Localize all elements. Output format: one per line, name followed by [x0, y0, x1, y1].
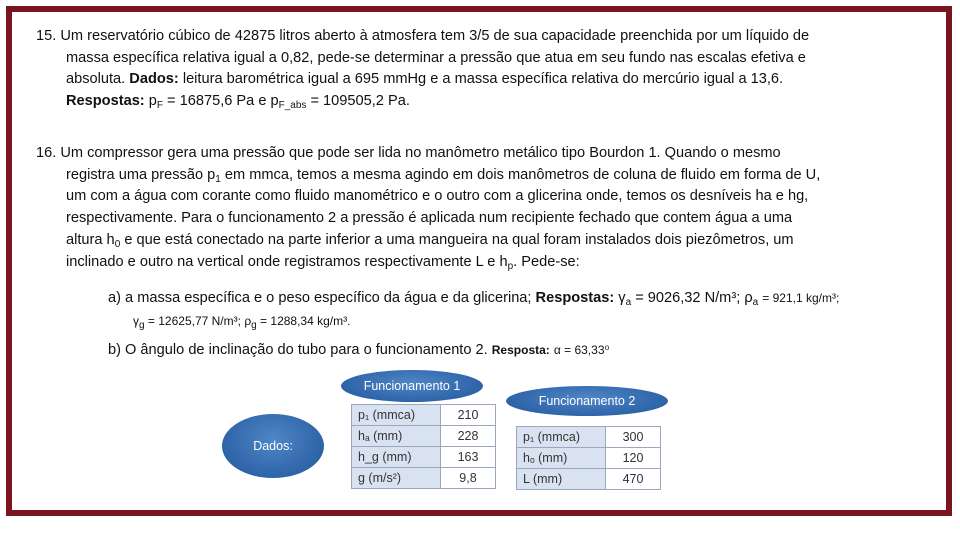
problem-15-line-1: 15. Um reservatório cúbico de 42875 litros aberto à atmosfera tem 3/5 de sua capacidade preenchida por um líquido de [36, 28, 810, 44]
rho-a-value: = 921,1 kg/m³; [762, 291, 840, 305]
subscript: 1 [215, 173, 221, 185]
problem-15 [36, 26, 918, 113]
table-row [352, 468, 496, 489]
funcionamento-1-ellipse [341, 370, 483, 402]
value-cell: 210 [441, 405, 496, 426]
subscript: F_abs [278, 100, 307, 112]
parameter-cell: p₁ (mmca) [517, 427, 606, 448]
rho-symbol: ρ [744, 290, 753, 306]
item-b [108, 342, 609, 358]
text: altura h [66, 231, 115, 248]
problem-16 [36, 143, 918, 273]
dados-label: Dados: [129, 71, 179, 88]
answer-label: Resposta: [491, 343, 550, 357]
rho-g-value: = 1288,34 kg/m³. [260, 314, 351, 328]
problem-16-line-3: um com a água com corante como fluido manométrico e o outro com a glicerina onde, temos os desníveis ha e hg, [66, 188, 809, 205]
table-row [352, 405, 496, 426]
gamma-a-value: = 9026,32 N/m³; [635, 290, 741, 306]
subscript: a [625, 297, 632, 308]
table-row [517, 448, 661, 469]
text: = 109505,2 Pa. [310, 93, 410, 110]
parameter-cell: hₒ (mm) [517, 448, 606, 469]
item-a-text: a) a massa específica e o peso específico da água e da glicerina; [108, 290, 532, 306]
alpha-value: α = 63,33⁰ [553, 343, 610, 357]
parameter-cell: p₁ (mmca) [352, 405, 441, 426]
table-row [517, 469, 661, 490]
text: p [148, 93, 157, 110]
text: leitura barométrica igual a 695 mmHg e a massa específica relativa do mercúrio igual a 13,6. [182, 71, 784, 88]
table-row [352, 447, 496, 468]
value-cell: 163 [441, 447, 496, 468]
subscript: F [156, 100, 163, 112]
funcionamento-1-title: Funcionamento 1 [363, 379, 461, 393]
gamma-symbol: γ [618, 290, 626, 306]
problem-15-answer [36, 91, 918, 113]
item-b-text: b) O ângulo de inclinação do tubo para o funcionamento 2. [108, 342, 488, 358]
value-cell: 9,8 [441, 468, 496, 489]
problem-16-line-1: 16. Um compressor gera uma pressão que pode ser lida no manômetro metálico tipo Bourdon 1. Quando o mesmo [36, 145, 781, 161]
text: = 16875,6 Pa e p [167, 93, 279, 110]
parameter-cell: h_g (mm) [352, 447, 441, 468]
subscript: p [507, 260, 514, 272]
parameter-cell: L (mm) [517, 469, 606, 490]
answer-label: Respostas: [535, 290, 615, 306]
item-a [108, 290, 839, 306]
gamma-g-value: = 12625,77 N/m³; [147, 314, 241, 328]
funcionamento-1-table [351, 404, 496, 489]
gamma-symbol: γ [133, 314, 139, 328]
value-cell: 228 [441, 426, 496, 447]
text: . Pede-se: [513, 253, 580, 270]
subscript: g [251, 320, 257, 331]
problem-15-line-3 [36, 69, 918, 91]
text: inclinado e outro na vertical onde registramos respectivamente L e h [66, 253, 508, 270]
text: absoluta. [66, 71, 126, 88]
value-cell: 470 [606, 469, 661, 490]
table-row [517, 427, 661, 448]
value-cell: 300 [606, 427, 661, 448]
subscript: g [139, 320, 145, 331]
dados-ellipse [222, 414, 324, 478]
funcionamento-2-title: Funcionamento 2 [538, 394, 636, 408]
item-a-line-2 [133, 314, 351, 331]
subscript: 0 [114, 238, 121, 250]
parameter-cell: g (m/s²) [352, 468, 441, 489]
answer-label: Respostas: [66, 93, 145, 110]
problem-16-line-4: respectivamente. Para o funcionamento 2 a pressão é aplicada num recipiente fechado que contem água a uma [66, 210, 793, 227]
value-cell: 120 [606, 448, 661, 469]
dados-label: Dados: [253, 439, 293, 453]
rho-symbol: ρ [244, 314, 252, 328]
funcionamento-2-table [516, 426, 661, 490]
problem-16-line-2 [36, 165, 918, 187]
problem-16-line-6 [36, 252, 918, 274]
text: e que está conectado na parte inferior a uma mangueira na qual foram instalados dois piezômetros, um [124, 231, 794, 248]
table-row [352, 426, 496, 447]
problem-15-line-2: massa específica relativa igual a 0,82, pede-se determinar a pressão que atua em seu fundo nas escalas efetiva e [66, 49, 806, 66]
subscript: a [752, 297, 759, 308]
text: registra uma pressão p [66, 166, 216, 183]
text: em mmca, temos a mesma agindo em dois manômetros de coluna de fluido em forma de U, [224, 166, 821, 183]
funcionamento-2-ellipse [506, 386, 668, 416]
parameter-cell: hₐ (mm) [352, 426, 441, 447]
problem-16-line-5 [36, 230, 918, 252]
